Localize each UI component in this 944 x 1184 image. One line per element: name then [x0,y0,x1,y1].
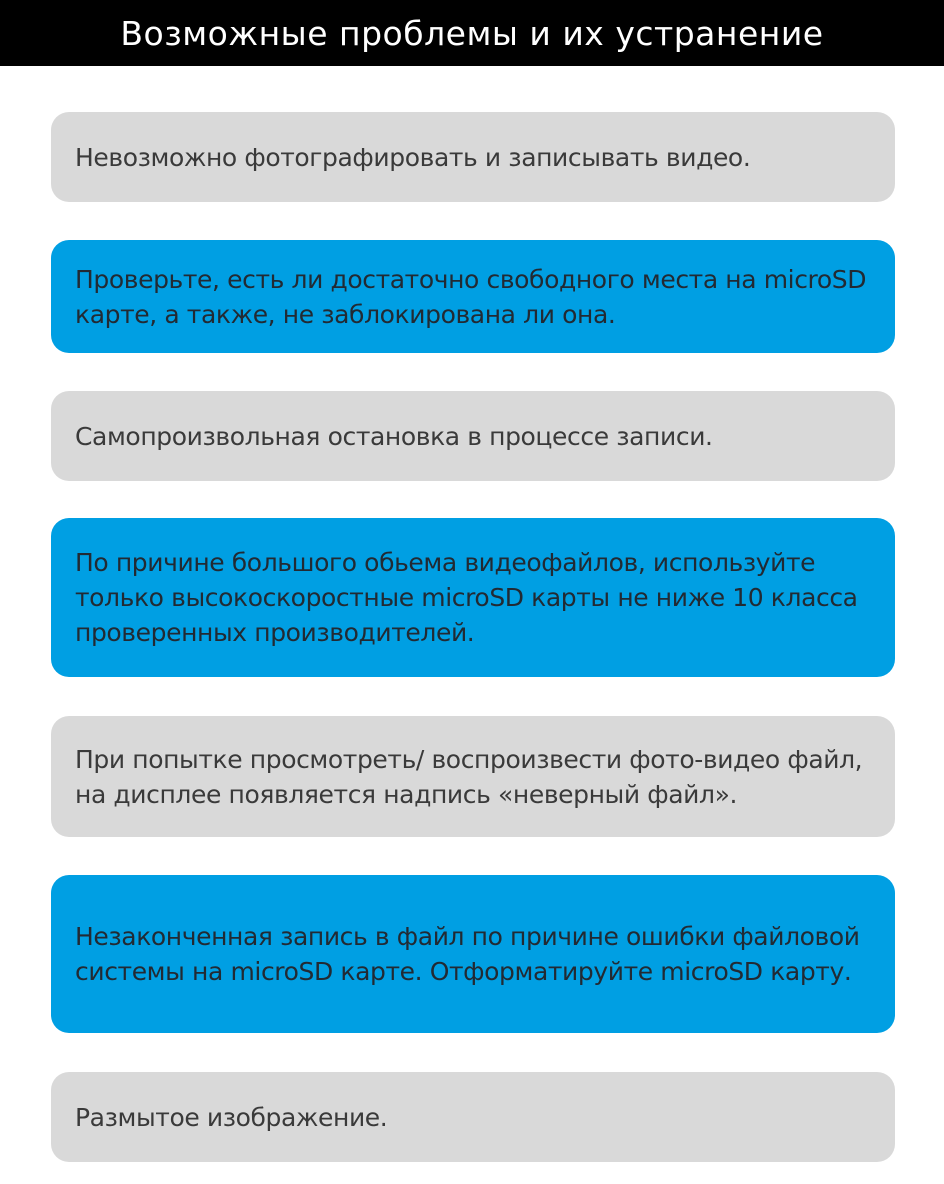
problem-text: Самопроизвольная остановка в процессе записи. [75,421,713,451]
solution-card [51,240,895,353]
solution-text: Проверьте, есть ли достаточно свободного места на microSD карте, а также, не заблокирована ли она. [75,264,867,329]
problem-card [51,1072,895,1162]
solution-card [51,875,895,1033]
problem-text: Невозможно фотографировать и записывать видео. [75,142,751,172]
solution-text: По причине большого обьема видеофайлов, используйте только высокоскоростные microSD карты не ниже 10 класса проверенных производителей. [75,548,858,647]
problem-text: Размытое изображение. [75,1102,388,1132]
problem-card [51,716,895,837]
problem-card [51,112,895,202]
page-title-text: Возможные проблемы и их устранение [120,13,824,53]
problem-text: При попытке просмотреть/ воспроизвести фото-видео файл, на дисплее появляется надпись «неверный файл». [75,744,863,809]
problem-card [51,391,895,481]
solution-card [51,518,895,677]
solution-text: Незаконченная запись в файл по причине ошибки файловой системы на microSD карте. Отформатируйте microSD карту. [75,922,860,986]
page-title [0,0,944,66]
